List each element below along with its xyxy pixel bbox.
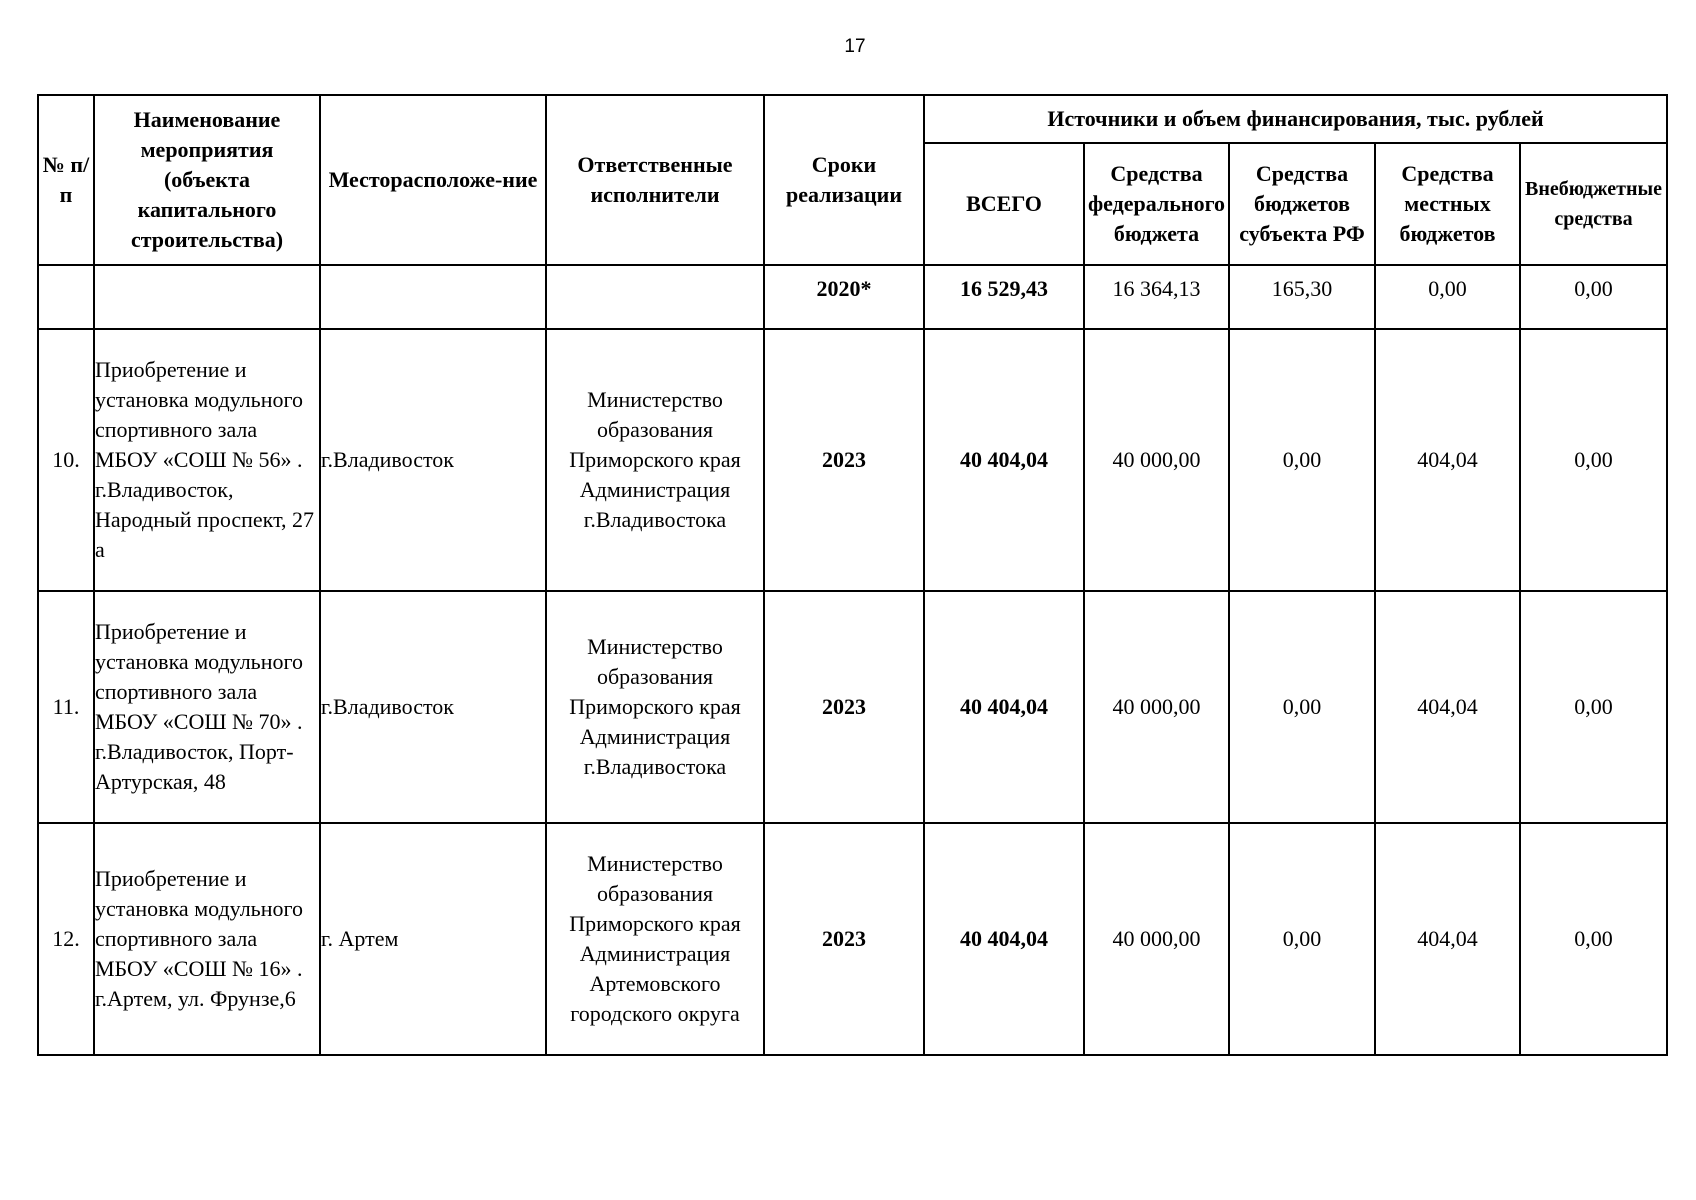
financing-table	[37, 94, 1668, 1056]
header-funding-group: Источники и объем финансирования, тыс. рублей	[924, 95, 1667, 143]
header-location: Месторасположе-ние	[320, 95, 546, 265]
page-number: 17	[844, 36, 866, 57]
header-federal: Средства федерального бюджета	[1084, 143, 1229, 265]
cell-total: 40 404,04	[924, 823, 1084, 1055]
cell-federal: 40 000,00	[1084, 591, 1229, 823]
header-regional: Средства бюджетов субъекта РФ	[1229, 143, 1375, 265]
cell-local: 404,04	[1375, 591, 1520, 823]
table-row	[38, 823, 1667, 1055]
cell-federal: 40 000,00	[1084, 329, 1229, 591]
header-total: ВСЕГО	[924, 143, 1084, 265]
cell-local: 404,04	[1375, 823, 1520, 1055]
cell-period: 2020*	[764, 265, 924, 329]
cell-period: 2023	[764, 329, 924, 591]
cell-num	[38, 265, 94, 329]
cell-period: 2023	[764, 823, 924, 1055]
cell-extra: 0,00	[1520, 591, 1667, 823]
cell-num: 10.	[38, 329, 94, 591]
cell-regional: 165,30	[1229, 265, 1375, 329]
cell-local: 404,04	[1375, 329, 1520, 591]
cell-location: г. Артем	[320, 823, 546, 1055]
cell-location: г.Владивосток	[320, 591, 546, 823]
header-name: Наименование мероприятия (объекта капитального строительства)	[94, 95, 320, 265]
cell-num: 11.	[38, 591, 94, 823]
cell-regional: 0,00	[1229, 823, 1375, 1055]
cell-period: 2023	[764, 591, 924, 823]
cell-name	[94, 265, 320, 329]
header-extra: Внебюджетные средства	[1520, 143, 1667, 265]
header-num: № п/п	[38, 95, 94, 265]
table-row	[38, 265, 1667, 329]
header-responsible: Ответственные исполнители	[546, 95, 764, 265]
cell-extra: 0,00	[1520, 265, 1667, 329]
header-row-1	[38, 95, 1667, 143]
cell-federal: 16 364,13	[1084, 265, 1229, 329]
cell-total: 40 404,04	[924, 329, 1084, 591]
cell-extra: 0,00	[1520, 823, 1667, 1055]
cell-extra: 0,00	[1520, 329, 1667, 591]
cell-responsible: Министерство образования Приморского края Администрация Артемовского городского округа	[546, 823, 764, 1055]
cell-total: 16 529,43	[924, 265, 1084, 329]
cell-responsible	[546, 265, 764, 329]
cell-total: 40 404,04	[924, 591, 1084, 823]
cell-local: 0,00	[1375, 265, 1520, 329]
cell-responsible: Министерство образования Приморского края Администрация г.Владивостока	[546, 329, 764, 591]
cell-num: 12.	[38, 823, 94, 1055]
header-local: Средства местных бюджетов	[1375, 143, 1520, 265]
cell-name: Приобретение и установка модульного спортивного зала МБОУ «СОШ № 70» . г.Владивосток, Порт-Артурская, 48	[94, 591, 320, 823]
cell-federal: 40 000,00	[1084, 823, 1229, 1055]
table-row	[38, 591, 1667, 823]
table-row	[38, 329, 1667, 591]
cell-name: Приобретение и установка модульного спортивного зала МБОУ «СОШ № 16» . г.Артем, ул. Фрунзе,6	[94, 823, 320, 1055]
cell-name: Приобретение и установка модульного спортивного зала МБОУ «СОШ № 56» . г.Владивосток, Народный проспект, 27 а	[94, 329, 320, 591]
cell-location	[320, 265, 546, 329]
header-period: Сроки реализации	[764, 95, 924, 265]
cell-regional: 0,00	[1229, 591, 1375, 823]
cell-location: г.Владивосток	[320, 329, 546, 591]
cell-responsible: Министерство образования Приморского края Администрация г.Владивостока	[546, 591, 764, 823]
cell-regional: 0,00	[1229, 329, 1375, 591]
